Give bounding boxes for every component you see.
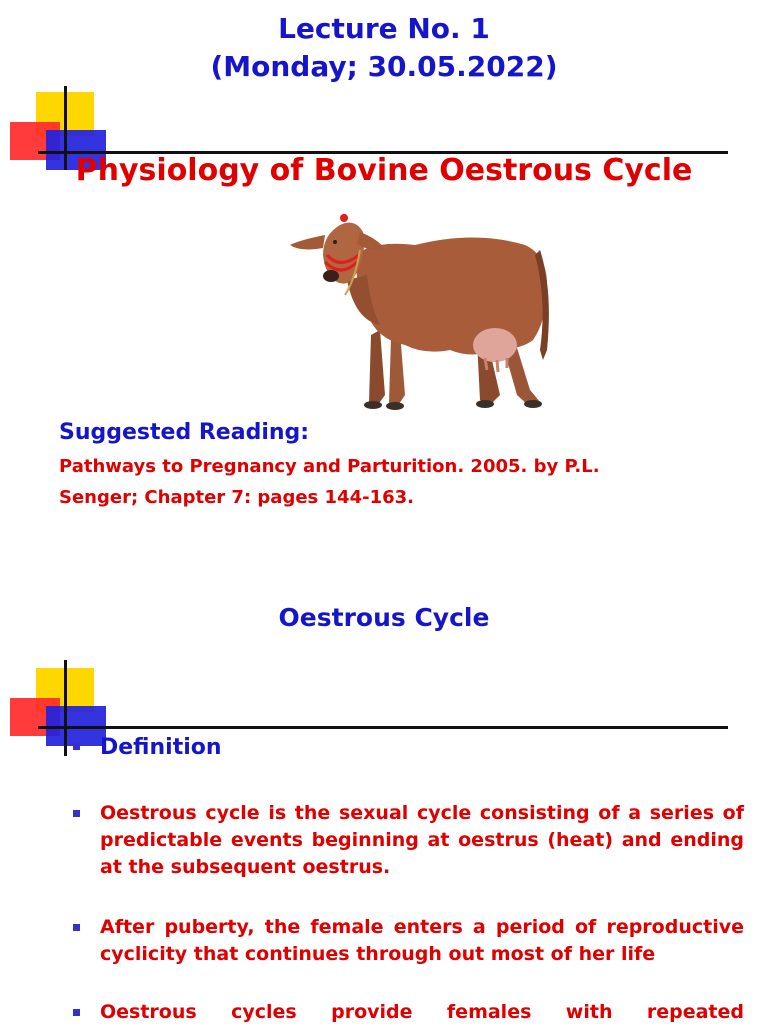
bullet-icon <box>73 924 80 931</box>
suggested-reading-heading: Suggested Reading: <box>59 420 310 445</box>
section-title: Oestrous Cycle <box>278 603 490 632</box>
bullet-icon <box>73 810 80 817</box>
page-title: Physiology of Bovine Oestrous Cycle <box>75 153 693 188</box>
reference-line-1: Pathways to Pregnancy and Parturition. 2005. by P.L. <box>59 456 600 477</box>
section-rule-line <box>38 726 728 729</box>
reference-line-2: Senger; Chapter 7: pages 144-163. <box>59 487 414 508</box>
lecture-date: (Monday; 30.05.2022) <box>210 50 558 83</box>
definition-point-3: Oestrous cycles provide females with repeated <box>100 1001 744 1023</box>
cow-image <box>285 210 555 415</box>
bullet-icon <box>73 743 80 750</box>
bullet-icon <box>73 1009 80 1016</box>
slide-decoration-bottom <box>0 668 100 748</box>
lecture-number: Lecture No. 1 <box>278 12 490 45</box>
definition-point-2: After puberty, the female enters a period of reproductive cyclicity that continues through out most of her life <box>100 916 744 965</box>
definition-label: Definition <box>100 735 222 760</box>
definition-point-1: Oestrous cycle is the sexual cycle consisting of a series of predictable events beginning at oestrus (heat) and ending at the subsequent oestrus. <box>100 802 744 878</box>
